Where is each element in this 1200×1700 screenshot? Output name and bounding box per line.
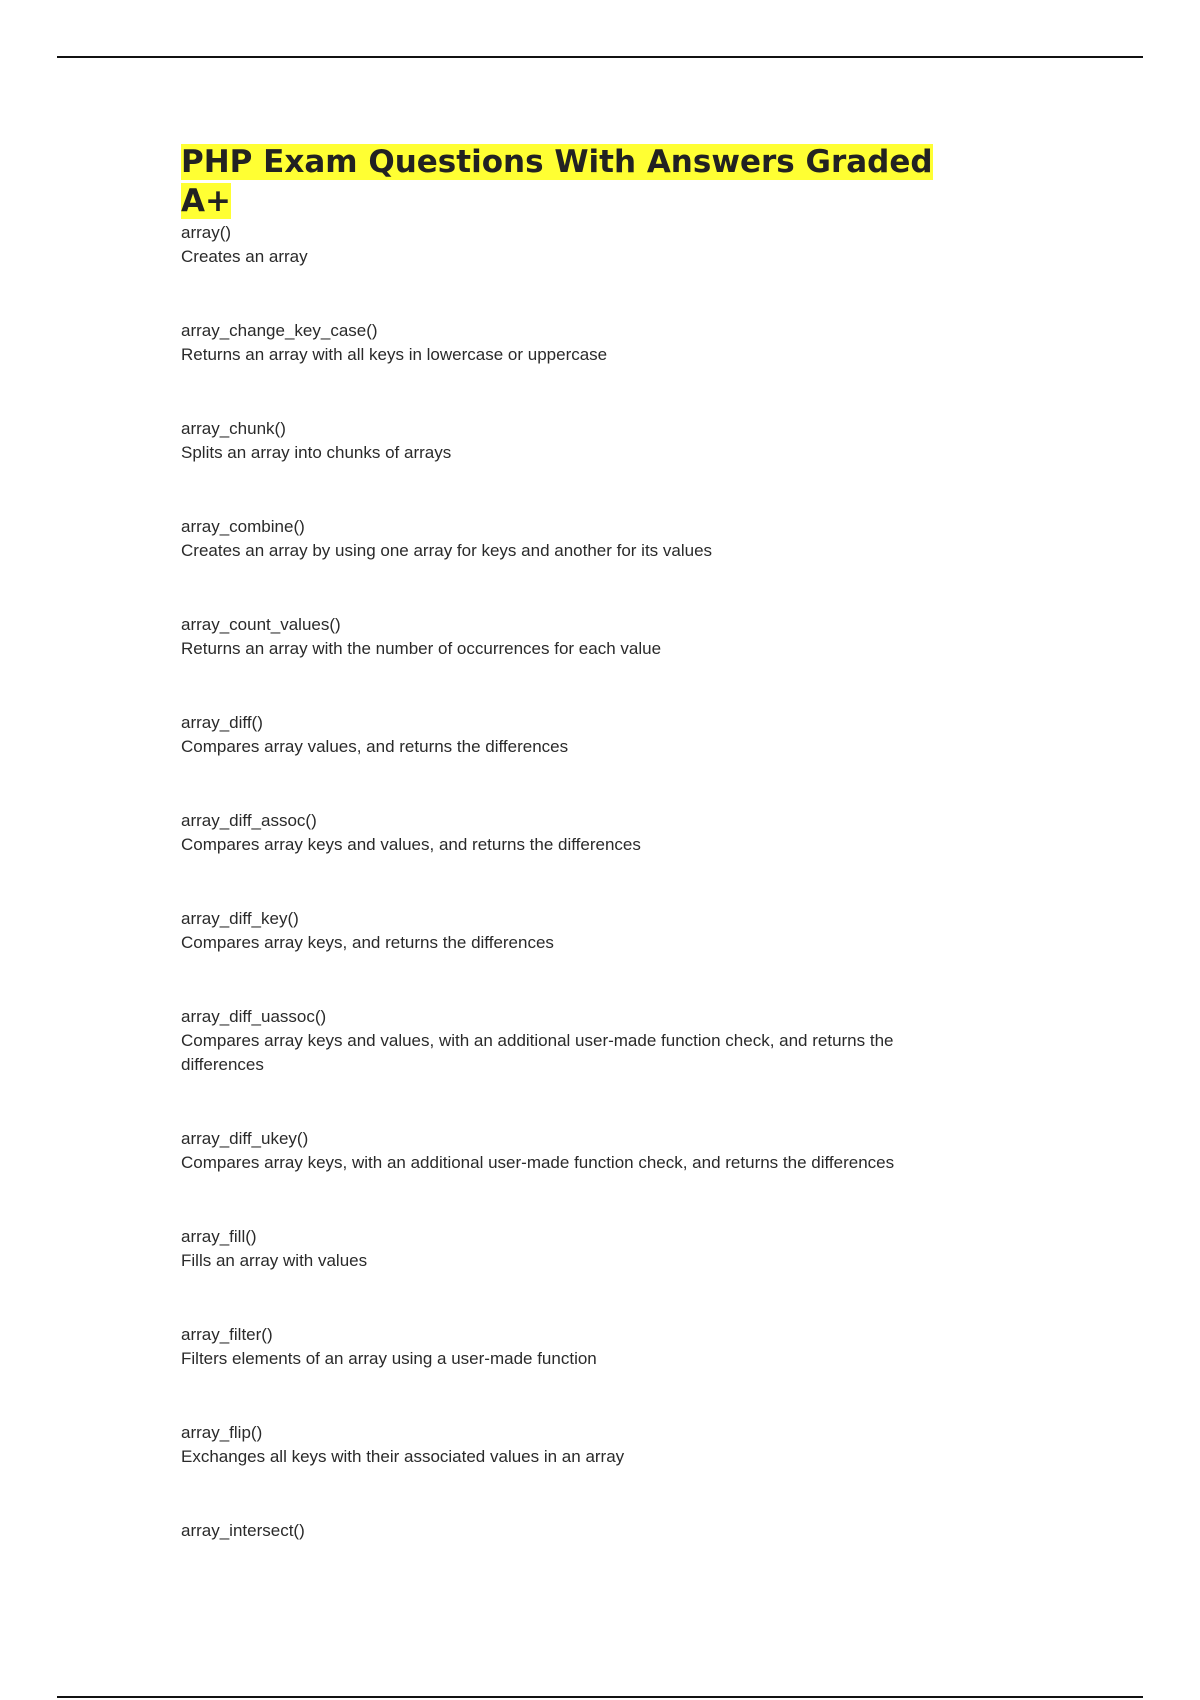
list-item	[181, 515, 981, 563]
function-description: Filters elements of an array using a user-made function	[181, 1349, 597, 1368]
function-description: Exchanges all keys with their associated values in an array	[181, 1447, 625, 1466]
function-name: array_change_key_case()	[181, 321, 378, 340]
list-item	[181, 221, 981, 269]
function-name: array_diff_assoc()	[181, 811, 317, 830]
function-name: array()	[181, 223, 232, 242]
function-description: Compares array keys and values, and returns the differences	[181, 835, 641, 854]
function-name: array_diff_key()	[181, 909, 299, 928]
function-description: Creates an array	[181, 247, 308, 266]
document-title	[181, 143, 981, 221]
document-body	[181, 143, 981, 1543]
list-item	[181, 613, 981, 661]
function-name: array_fill()	[181, 1227, 257, 1246]
function-name: array_diff()	[181, 713, 263, 732]
bottom-rule	[57, 1696, 1143, 1698]
list-item	[181, 1127, 981, 1175]
function-description: Returns an array with the number of occurrences for each value	[181, 639, 662, 658]
list-item	[181, 319, 981, 367]
list-item	[181, 907, 981, 955]
function-name: array_flip()	[181, 1423, 263, 1442]
function-name: array_chunk()	[181, 419, 286, 438]
function-description: Splits an array into chunks of arrays	[181, 443, 452, 462]
function-description: Compares array keys and values, with an additional user-made function check, and returns the differences	[181, 1031, 894, 1074]
function-description: Compares array values, and returns the differences	[181, 737, 569, 756]
function-name: array_intersect()	[181, 1521, 305, 1540]
list-item	[181, 417, 981, 465]
title-highlight: PHP Exam Questions With Answers Graded A+	[181, 144, 933, 219]
function-name: array_diff_uassoc()	[181, 1007, 327, 1026]
function-description: Compares array keys, with an additional user-made function check, and returns the differences	[181, 1153, 895, 1172]
function-name: array_filter()	[181, 1325, 273, 1344]
function-description: Fills an array with values	[181, 1251, 368, 1270]
list-item	[181, 809, 981, 857]
function-name: array_diff_ukey()	[181, 1129, 309, 1148]
function-description: Compares array keys, and returns the differences	[181, 933, 554, 952]
list-item	[181, 1225, 981, 1273]
function-name: array_combine()	[181, 517, 305, 536]
top-rule	[57, 56, 1143, 58]
list-item	[181, 1421, 981, 1469]
function-description: Returns an array with all keys in lowercase or uppercase	[181, 345, 608, 364]
function-description: Creates an array by using one array for keys and another for its values	[181, 541, 713, 560]
function-name: array_count_values()	[181, 615, 341, 634]
entry-list	[181, 221, 981, 1543]
list-item	[181, 1519, 981, 1543]
list-item	[181, 1323, 981, 1371]
list-item	[181, 1005, 981, 1077]
list-item	[181, 711, 981, 759]
